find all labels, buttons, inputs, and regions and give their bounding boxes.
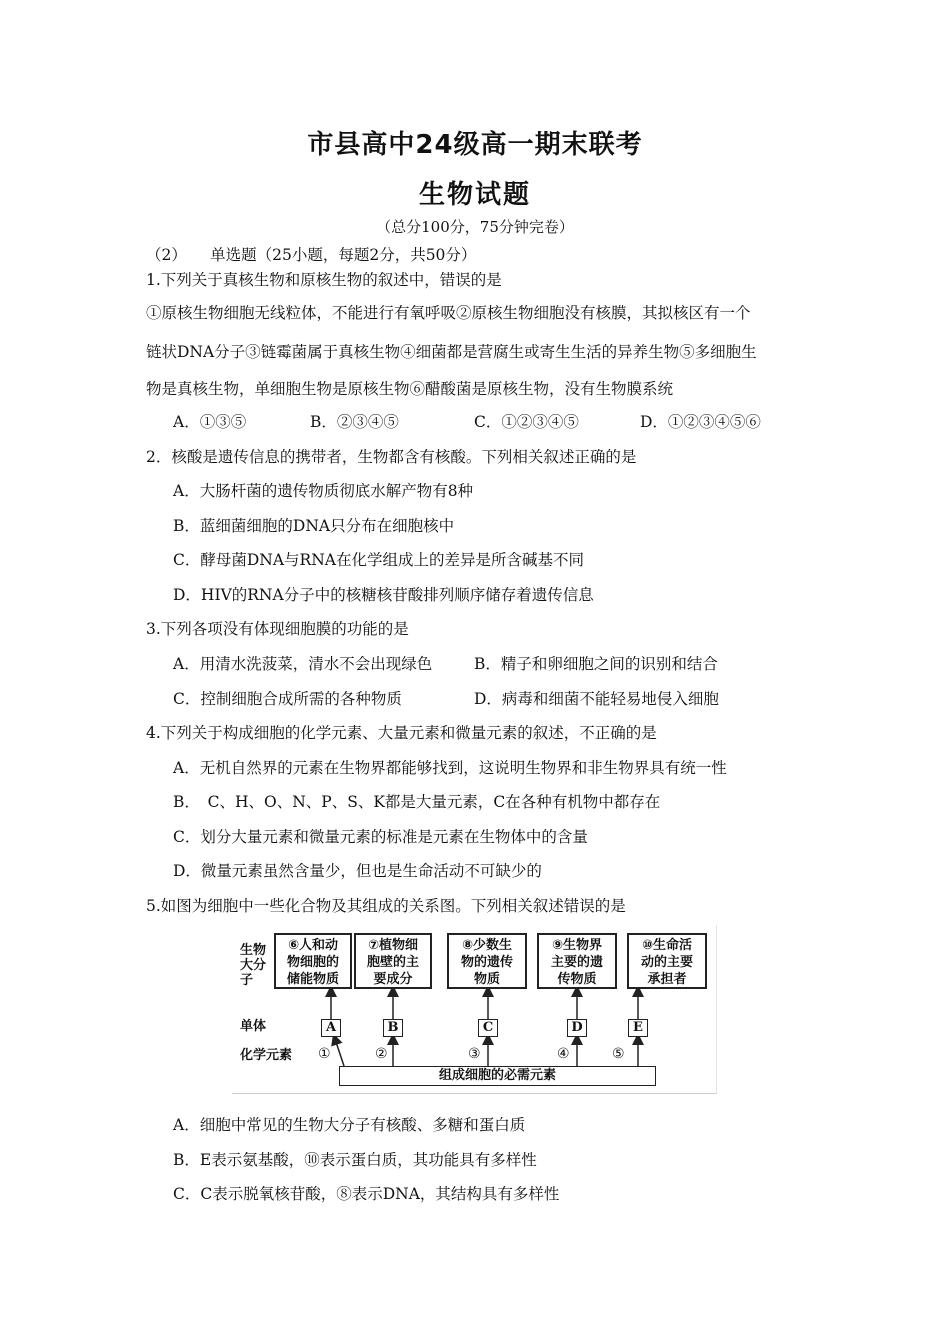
- question-1-body-line: 链状DNA分子③链霉菌属于真核生物④细菌都是营腐生或寄生生活的异养生物⑤多细胞生: [146, 343, 757, 361]
- element-number-5: ⑤: [612, 1046, 625, 1062]
- element-number-1: ①: [318, 1046, 331, 1062]
- question-2-option-b: B．蓝细菌细胞的DNA只分布在细胞核中: [173, 517, 455, 535]
- row-label-line: 大分: [240, 958, 267, 973]
- monomer-a: A: [321, 1019, 341, 1037]
- row-label-line: 子: [240, 973, 254, 988]
- question-4-option-b: B． C、H、O、N、P、S、K都是大量元素，C在各种有机物中都存在: [173, 793, 661, 811]
- question-1-option-d: D．①②③④⑤⑥: [640, 413, 761, 431]
- question-1-stem: 1.下列关于真核生物和原核生物的叙述中，错误的是: [146, 271, 502, 289]
- subject-title: 生物试题: [418, 180, 531, 210]
- row-label-elements: 化学元素: [240, 1048, 293, 1063]
- macromolecule-box-10: [627, 933, 707, 989]
- row-label-line: 生物: [240, 943, 267, 958]
- essential-elements-box: 组成细胞的必需元素: [339, 1066, 656, 1086]
- monomer-d: D: [567, 1019, 587, 1037]
- question-3-option-c: C．控制细胞合成所需的各种物质: [173, 690, 402, 708]
- box-text: ⑥人和动: [287, 938, 338, 953]
- row-label-monomer: 单体: [240, 1019, 267, 1034]
- box-text: 传物质: [557, 972, 597, 987]
- box-text: 动的主要: [640, 955, 693, 970]
- exam-note: （总分100分，75分钟完卷）: [376, 218, 574, 236]
- question-4-option-c: C．划分大量元素和微量元素的标准是元素在生物体中的含量: [173, 828, 588, 846]
- element-number-3: ③: [468, 1046, 481, 1062]
- macromolecule-box-8: [447, 933, 527, 989]
- question-1-body-line: ①原核生物细胞无线粒体，不能进行有氧呼吸②原核生物细胞没有核膜，其拟核区有一个: [146, 304, 751, 322]
- question-1-body-line: 物是真核生物，单细胞生物是原核生物⑥醋酸菌是原核生物，没有生物膜系统: [146, 380, 674, 398]
- arrow-1-to-a: [335, 1039, 344, 1066]
- question-2-option-d: D．HIV的RNA分子中的核糖核苷酸排列顺序储存着遗传信息: [173, 586, 594, 604]
- box-text: 储能物质: [286, 972, 339, 987]
- macromolecule-box-7: [354, 933, 432, 989]
- question-3-stem: 3.下列各项没有体现细胞膜的功能的是: [146, 620, 409, 638]
- macromolecule-box-6: [274, 933, 352, 989]
- box-text: 主要的遗: [550, 955, 603, 970]
- monomer-c: C: [478, 1019, 498, 1037]
- box-text: 胞壁的主: [366, 955, 419, 970]
- box-text: ⑦植物细: [367, 938, 418, 953]
- question-2-option-c: C．酵母菌DNA与RNA在化学组成上的差异是所含碱基不同: [173, 551, 584, 569]
- row-label-macromolecule: [240, 943, 266, 988]
- compound-relationship-diagram: [232, 925, 717, 1094]
- element-number-4: ④: [557, 1046, 570, 1062]
- question-3-option-b: B．精子和卵细胞之间的识别和结合: [474, 655, 718, 673]
- box-text: ⑩生命活: [641, 938, 692, 953]
- question-2-option-a: A．大肠杆菌的遗传物质彻底水解产物有8种: [173, 482, 474, 500]
- monomer-e: E: [628, 1019, 648, 1037]
- box-text: 要成分: [373, 972, 413, 987]
- question-4-option-d: D．微量元素虽然含量少，但也是生命活动不可缺少的: [173, 862, 542, 880]
- box-text: ⑧少数生: [461, 938, 512, 953]
- question-4-stem: 4.下列关于构成细胞的化学元素、大量元素和微量元素的叙述，不正确的是: [146, 724, 657, 742]
- question-1-option-b: B．②③④⑤: [310, 413, 399, 431]
- box-text: 承担者: [647, 972, 687, 987]
- question-1-option-c: C．①②③④⑤: [474, 413, 579, 431]
- macromolecule-box-9: [537, 933, 617, 989]
- question-5-option-b: B．E表示氨基酸，⑩表示蛋白质，其功能具有多样性: [173, 1151, 537, 1169]
- box-text: ⑨生物界: [551, 938, 602, 953]
- section-heading: （2） 单选题（25小题，每题2分，共50分）: [146, 246, 477, 264]
- monomer-b: B: [383, 1019, 403, 1037]
- question-1-option-a: A．①③⑤: [173, 413, 247, 431]
- box-text: 物细胞的: [286, 955, 339, 970]
- question-4-option-a: A．无机自然界的元素在生物界都能够找到，这说明生物界和非生物界具有统一性: [173, 759, 727, 777]
- question-3-option-d: D．病毒和细菌不能轻易地侵入细胞: [474, 690, 719, 708]
- exam-title: 市县高中24级高一期末联考: [307, 130, 643, 160]
- question-5-stem: 5.如图为细胞中一些化合物及其组成的关系图。下列相关叙述错误的是: [146, 897, 626, 915]
- question-3-option-a: A．用清水洗菠菜，清水不会出现绿色: [173, 655, 433, 673]
- question-5-option-a: A．细胞中常见的生物大分子有核酸、多糖和蛋白质: [173, 1116, 526, 1134]
- question-5-option-c: C．C表示脱氧核苷酸，⑧表示DNA，其结构具有多样性: [173, 1185, 560, 1203]
- box-text: 物质: [473, 972, 500, 987]
- box-text: 物的遗传: [460, 955, 513, 970]
- element-number-2: ②: [375, 1046, 388, 1062]
- question-2-stem: 2．核酸是遗传信息的携带者，生物都含有核酸。下列相关叙述正确的是: [146, 448, 637, 466]
